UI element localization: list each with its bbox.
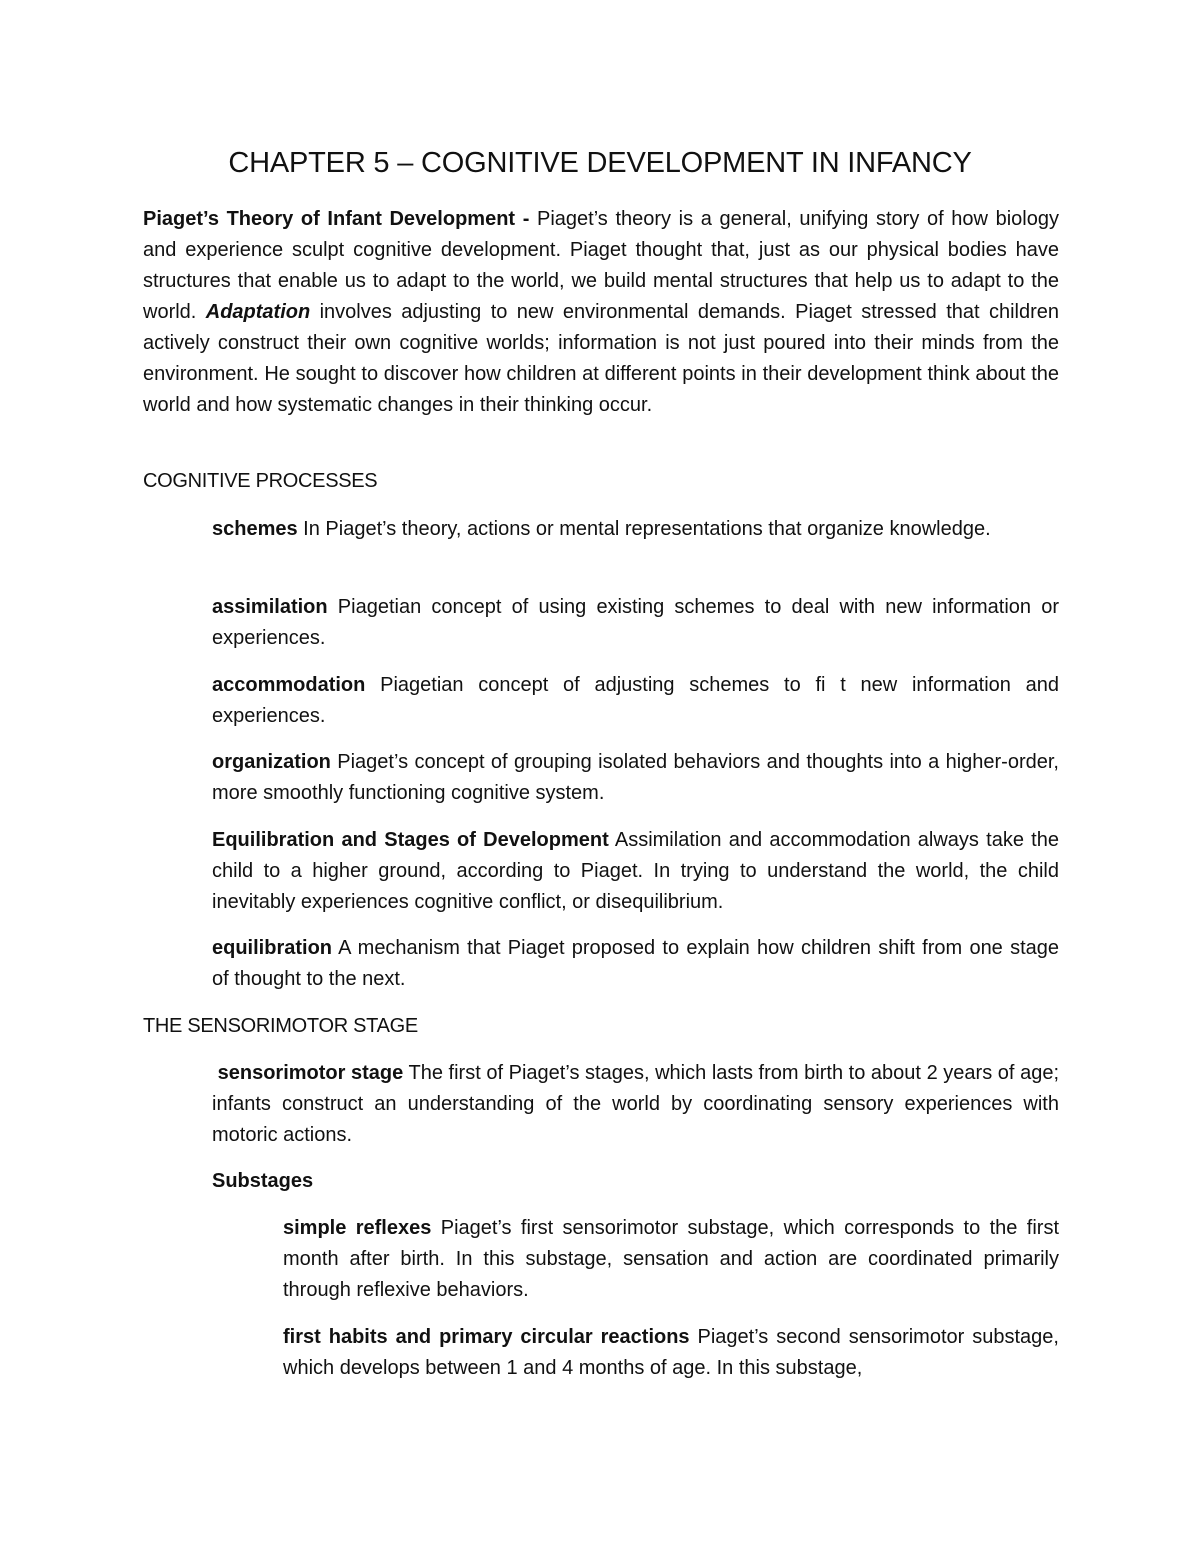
definition-schemes (212, 514, 1059, 545)
substage-text: Piaget’s second sensorimotor substage, which develops between 1 and 4 months of age. In this substage, (283, 1326, 1059, 1379)
definition-text: Piagetian concept of using existing schemes to deal with new information or experiences. (212, 596, 1059, 649)
definition-text: Piagetian concept of adjusting schemes to fi t new information and experiences. (212, 674, 1059, 727)
intro-text-1: Piaget’s theory is a general, unifying story of how biology and experience sculpt cognitive development. Piaget thought that, just as our physical bodies have structures that enable us to adapt to the world, we build mental structures that help us to adapt to the world. (143, 208, 1059, 323)
substage-simple-reflexes (283, 1213, 1059, 1306)
definition-text: The first of Piaget’s stages, which lasts from birth to about 2 years of age; infants construct an understanding of the world by coordinating sensory experiences with motoric actions. (212, 1062, 1060, 1146)
substage-text: Piaget’s first sensorimotor substage, which corresponds to the first month after birth. In this substage, sensation and action are coordinated primarily through reflexive behaviors. (283, 1217, 1060, 1301)
section-heading-cognitive-processes: COGNITIVE PROCESSES (143, 470, 378, 492)
definition-equilibration (212, 933, 1059, 995)
definition-organization (212, 747, 1059, 809)
definition-term: organization (212, 751, 331, 773)
intro-paragraph (143, 204, 1059, 421)
definition-equilibration-and-stages (212, 825, 1059, 918)
substage-first-habits (283, 1322, 1059, 1384)
adaptation-term: Adaptation (205, 301, 311, 323)
definition-text: A mechanism that Piaget proposed to explain how children shift from one stage of thought to the next. (212, 937, 1059, 990)
definition-sensorimotor-stage (212, 1058, 1059, 1151)
definition-term: equilibration (212, 937, 332, 959)
definition-term: sensorimotor stage (217, 1062, 404, 1084)
substage-term: first habits and primary circular reactions (283, 1326, 690, 1348)
definition-term: accommodation (212, 674, 366, 696)
definition-text: In Piaget’s theory, actions or mental representations that organize knowledge. (297, 518, 991, 540)
page-title: CHAPTER 5 – COGNITIVE DEVELOPMENT IN INFANCY (228, 147, 972, 179)
intro-text-2: involves adjusting to new environmental demands. Piaget stressed that children actively construct their own cognitive worlds; information is not just poured into their minds from the environment. He sought to discover how children at different points in their development think about the world and how systematic changes in their thinking occur. (143, 301, 1059, 416)
definition-term: Equilibration and Stages of Development (212, 829, 609, 851)
definition-accommodation (212, 670, 1059, 732)
substage-term: simple reflexes (283, 1217, 432, 1239)
definition-text: Piaget’s concept of grouping isolated behaviors and thoughts into a higher-order, more smoothly functioning cognitive system. (212, 751, 1059, 804)
definition-term: assimilation (212, 596, 328, 618)
definition-text: Assimilation and accommodation always take the child to a higher ground, according to Piaget. In trying to understand the world, the child inevitably experiences cognitive conflict, or disequilibrium. (212, 829, 1059, 913)
definition-assimilation (212, 592, 1059, 654)
substages-heading: Substages (212, 1170, 314, 1192)
definition-term: schemes (212, 518, 298, 540)
section-heading-sensorimotor-stage: THE SENSORIMOTOR STAGE (143, 1015, 418, 1037)
intro-term: Piaget’s Theory of Infant Development - (143, 208, 538, 230)
